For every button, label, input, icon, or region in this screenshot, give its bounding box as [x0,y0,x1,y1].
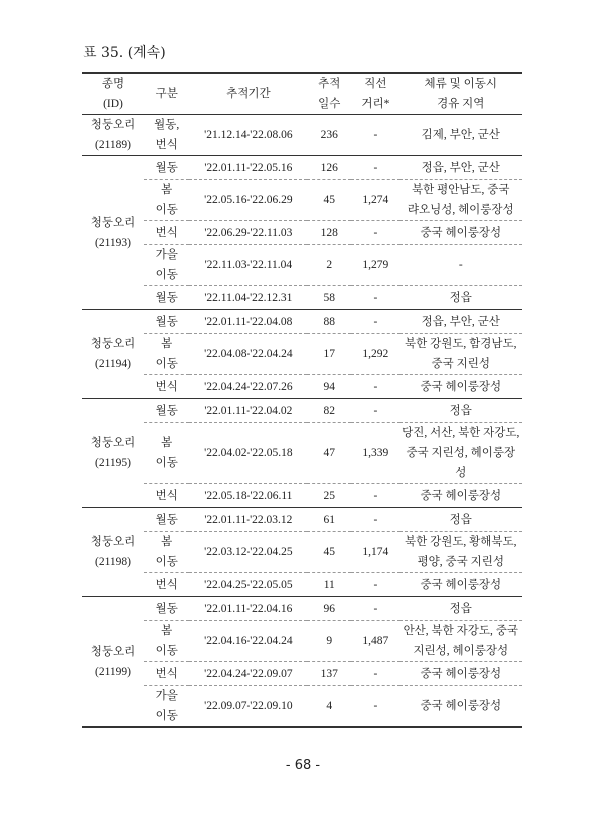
category-line: 번식 [155,667,178,680]
region-line: 북한 강원도, 황해북도, [405,536,517,548]
category-line: 월동, [154,119,180,131]
category-line: 이동 [155,710,178,722]
distance-cell: - [351,508,399,532]
table-row [82,115,522,156]
category-cell [144,686,189,728]
region-line: 중국 헤이룽장성 [420,578,502,591]
category-line: 가을 [155,690,178,702]
region-cell [400,310,522,334]
table-row [82,245,522,286]
distance-cell: 1,487 [351,621,399,662]
category-line: 봄 [161,184,173,196]
distance-cell: - [351,399,399,423]
distance-cell: - [351,286,399,310]
species-line: 청둥오리 [90,119,136,131]
category-cell [144,423,189,484]
distance-cell: 1,174 [351,532,399,573]
period-cell: '22.11.03-'22.11.04 [189,245,307,286]
table-row [82,621,522,662]
category-line: 봄 [161,625,173,637]
period-cell: '22.04.24-'22.09.07 [189,662,307,686]
region-line: 중국 헤이룽장성 [420,489,502,502]
days-cell: 45 [307,180,351,221]
table-row [82,399,522,423]
period-cell: '22.01.11-'22.04.16 [189,597,307,621]
category-line: 이동 [155,645,178,657]
category-cell [144,334,189,375]
days-cell: 25 [307,484,351,508]
species-cell [82,597,144,728]
period-cell: '22.05.18-'22.06.11 [189,484,307,508]
period-cell: '22.11.04-'22.12.31 [189,286,307,310]
table-row [82,180,522,221]
species-line: (21198) [95,556,131,568]
category-line: 이동 [155,556,178,568]
category-cell [144,310,189,334]
table-row [82,221,522,245]
header-days-line2: 일수 [318,98,341,110]
region-cell [400,221,522,245]
region-line: 안산, 북한 자강도, 중국 [403,625,518,637]
region-line: 정읍 [449,404,472,417]
species-line: 청둥오리 [90,338,136,350]
category-cell [144,597,189,621]
table-row [82,286,522,310]
header-days [307,73,351,115]
header-category: 구분 [144,73,189,115]
period-cell: '22.01.11-'22.04.08 [189,310,307,334]
days-cell: 236 [307,115,351,156]
region-line: 정읍, 부안, 군산 [421,315,500,328]
days-cell: 82 [307,399,351,423]
header-species-line2: (ID) [103,98,123,110]
species-line: 청둥오리 [90,437,136,449]
species-line: 청둥오리 [90,536,136,548]
region-cell [400,399,522,423]
period-cell: '22.03.12-'22.04.25 [189,532,307,573]
days-cell: 47 [307,423,351,484]
region-cell [400,621,522,662]
category-cell [144,621,189,662]
region-cell [400,573,522,597]
region-cell [400,597,522,621]
species-line: (21193) [95,236,131,249]
header-region-line1: 체류 및 이동시 [424,78,497,90]
category-cell [144,180,189,221]
category-cell [144,532,189,573]
period-cell: '22.01.11-'22.05.16 [189,156,307,180]
period-cell: '22.04.25-'22.05.05 [189,573,307,597]
category-line: 가을 [155,249,178,261]
category-line: 월동 [155,161,178,174]
table-row [82,375,522,399]
header-distance-line2: 거리* [361,98,390,110]
table-row [82,508,522,532]
category-cell [144,662,189,686]
region-line: 북한 강원도, 함경남도, [405,338,517,350]
category-cell [144,245,189,286]
category-line: 월동 [155,404,178,417]
days-cell: 88 [307,310,351,334]
region-cell [400,375,522,399]
species-cell [82,115,144,156]
table-row [82,310,522,334]
species-cell [82,156,144,310]
days-cell: 45 [307,532,351,573]
category-line: 월동 [155,513,178,526]
distance-cell: - [351,686,399,728]
category-cell [144,221,189,245]
region-line: 중국 헤이룽장성 [420,226,502,239]
category-cell [144,399,189,423]
period-cell: '22.04.16-'22.04.24 [189,621,307,662]
category-cell [144,115,189,156]
header-distance-line1: 직선 [364,78,387,90]
header-species [82,73,144,115]
header-period: 추적기간 [189,73,307,115]
days-cell: 4 [307,686,351,728]
region-line: 북한 평안남도, 중국 [412,184,510,196]
region-line: 중국 지린성, 헤이룽장성 [406,447,516,479]
distance-cell: - [351,484,399,508]
region-line: 지린성, 헤이룽장성 [413,645,509,657]
category-line: 이동 [155,204,178,216]
header-distance [351,73,399,115]
region-line: 중국 헤이룽장성 [420,380,502,393]
table-header-row [82,73,522,115]
days-cell: 17 [307,334,351,375]
category-line: 번식 [155,226,178,239]
days-cell: 58 [307,286,351,310]
category-line: 이동 [155,457,178,469]
header-species-line1: 종명 [101,78,125,90]
table-caption: 표 35. (계속) [83,45,166,61]
table-row [82,532,522,573]
table-row [82,597,522,621]
region-line: - [458,259,463,271]
table-row [82,334,522,375]
days-cell: 11 [307,573,351,597]
table-body [82,115,522,728]
region-line: 중국 헤이룽장성 [420,700,502,712]
region-cell [400,662,522,686]
table-row [82,662,522,686]
species-cell [82,310,144,399]
category-line: 번식 [155,489,178,502]
header-region-line2: 경유 지역 [437,98,485,110]
period-cell: '22.01.11-'22.03.12 [189,508,307,532]
table-row [82,686,522,728]
category-cell [144,375,189,399]
region-line: 중국 헤이룽장성 [420,667,502,680]
days-cell: 126 [307,156,351,180]
category-line: 번식 [155,139,178,151]
region-cell [400,156,522,180]
region-line: 정읍 [449,513,472,526]
period-cell: '22.04.24-'22.07.26 [189,375,307,399]
period-cell: '22.09.07-'22.09.10 [189,686,307,728]
days-cell: 9 [307,621,351,662]
region-cell [400,484,522,508]
category-line: 봄 [161,338,173,350]
category-line: 번식 [155,578,178,591]
table-row [82,484,522,508]
days-cell: 137 [307,662,351,686]
distance-cell: - [351,221,399,245]
species-line: (21195) [95,457,131,469]
region-cell [400,686,522,728]
distance-cell: - [351,115,399,156]
period-cell: '22.06.29-'22.11.03 [189,221,307,245]
species-cell [82,399,144,508]
days-cell: 128 [307,221,351,245]
distance-cell: 1,279 [351,245,399,286]
species-line: (21194) [95,358,131,370]
species-line: (21189) [95,139,131,151]
region-line: 정읍 [449,602,472,615]
table-row [82,423,522,484]
category-line: 월동 [155,315,178,328]
table-row [82,573,522,597]
species-cell [82,508,144,597]
category-cell [144,484,189,508]
region-line: 정읍 [449,291,472,304]
page-number: - 68 - [285,758,321,773]
period-cell: '22.01.11-'22.04.02 [189,399,307,423]
region-cell [400,334,522,375]
category-cell [144,508,189,532]
region-line: 중국 지린성 [431,358,490,370]
category-line: 번식 [155,380,178,393]
category-line: 봄 [161,437,173,449]
region-line: 평양, 중국 지린성 [417,556,504,568]
category-line: 이동 [155,269,178,281]
distance-cell: - [351,375,399,399]
distance-cell: 1,274 [351,180,399,221]
region-cell [400,286,522,310]
region-cell [400,180,522,221]
period-cell: '22.04.02-'22.05.18 [189,423,307,484]
header-days-line1: 추적 [318,78,341,90]
days-cell: 61 [307,508,351,532]
region-cell [400,508,522,532]
table-row [82,156,522,180]
header-region [400,73,522,115]
species-line: 청둥오리 [90,645,136,658]
region-line: 정읍, 부안, 군산 [421,161,500,174]
category-cell [144,573,189,597]
distance-cell: 1,339 [351,423,399,484]
category-line: 봄 [161,536,173,548]
tracking-table [82,72,522,728]
period-cell: '22.04.08-'22.04.24 [189,334,307,375]
days-cell: 94 [307,375,351,399]
distance-cell: - [351,662,399,686]
region-cell [400,245,522,286]
period-cell: '22.05.16-'22.06.29 [189,180,307,221]
days-cell: 96 [307,597,351,621]
days-cell: 2 [307,245,351,286]
region-line: 랴오닝성, 헤이룽장성 [407,204,514,216]
distance-cell: - [351,573,399,597]
category-line: 월동 [155,291,178,304]
distance-cell: - [351,597,399,621]
species-line: 청둥오리 [90,216,136,229]
species-line: (21199) [95,665,131,678]
region-cell [400,423,522,484]
distance-cell: - [351,156,399,180]
region-cell [400,115,522,156]
distance-cell: 1,292 [351,334,399,375]
category-line: 이동 [155,358,178,370]
category-cell [144,286,189,310]
region-cell [400,532,522,573]
distance-cell: - [351,310,399,334]
category-line: 월동 [155,602,178,615]
region-line: 김제, 부안, 군산 [421,129,500,141]
period-cell: '21.12.14-'22.08.06 [189,115,307,156]
region-line: 당진, 서산, 북한 자강도, [402,427,520,439]
category-cell [144,156,189,180]
